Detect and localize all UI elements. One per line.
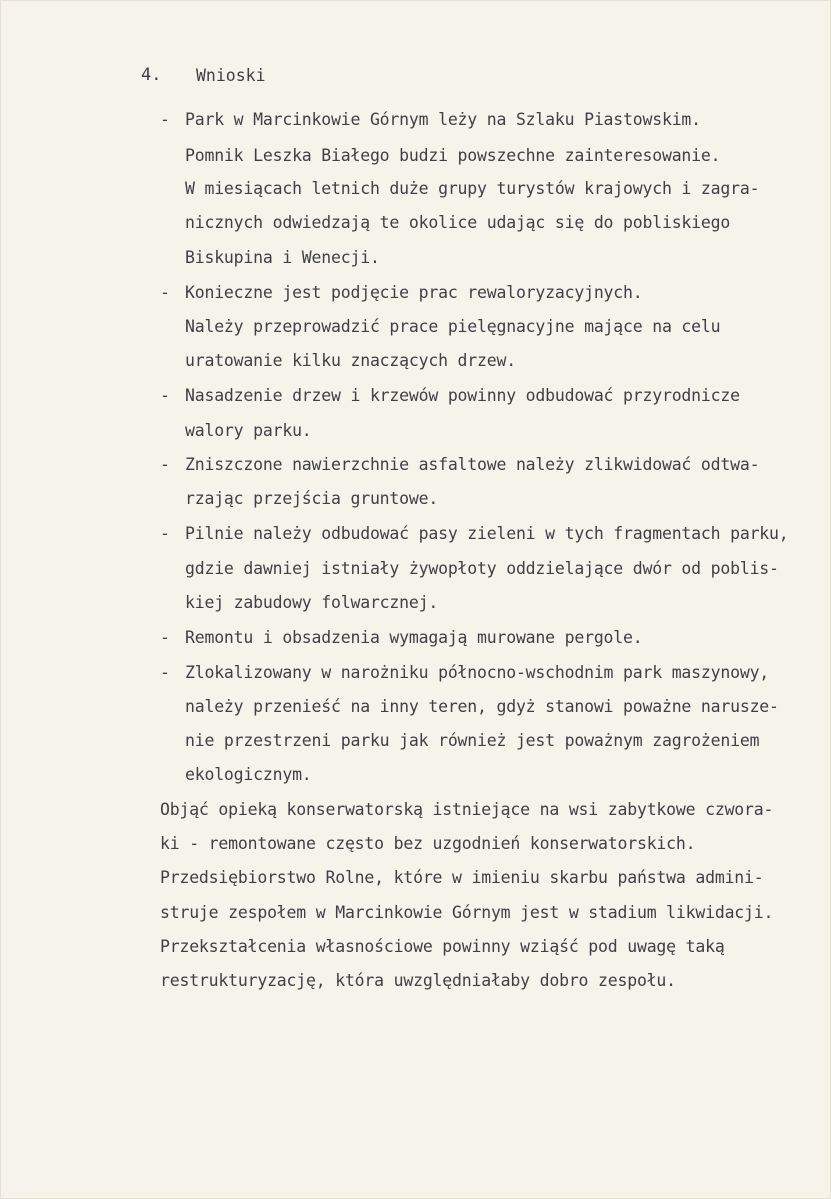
text-line: W miesiącach letnich duże grupy turystów krajowych i zagra-	[185, 179, 760, 198]
text-line: rzając przejścia gruntowe.	[185, 489, 439, 508]
text-line: nie przestrzeni parku jak również jest poważnym zagrożeniem	[185, 731, 760, 750]
text-line: struje zespołem w Marcinkowie Górnym jest w stadium likwidacji.	[160, 903, 774, 922]
text-line: Pilnie należy odbudować pasy zieleni w tych fragmentach parku,	[185, 524, 789, 543]
text-line: Zlokalizowany w narożniku północno-wschodnim park maszynowy,	[185, 663, 770, 682]
text-line: walory parku.	[185, 421, 312, 440]
bullet-dash: -	[160, 110, 170, 129]
text-line: ekologicznym.	[185, 765, 312, 784]
text-line: kiej zabudowy folwarcznej.	[185, 593, 439, 612]
text-line: nicznych odwiedzają te okolice udając się do pobliskiego	[185, 213, 731, 232]
text-line: Biskupina i Wenecji.	[185, 248, 380, 267]
text-line: Konieczne jest podjęcie prac rewaloryzacyjnych.	[185, 283, 643, 302]
bullet-dash: -	[160, 663, 170, 682]
text-line: restrukturyzację, która uwzględniałaby dobro zespołu.	[160, 971, 676, 990]
bullet-dash: -	[160, 455, 170, 474]
text-line: Należy przeprowadzić prace pielęgnacyjne mające na celu	[185, 317, 721, 336]
bullet-dash: -	[160, 386, 170, 405]
text-line: gdzie dawniej istniały żywopłoty oddzielające dwór od poblis-	[185, 559, 779, 578]
text-line: Objąć opieką konserwatorską istniejące na wsi zabytkowe czwora-	[160, 800, 774, 819]
text-line: Remontu i obsadzenia wymagają murowane pergole.	[185, 628, 643, 647]
text-line: uratowanie kilku znaczących drzew.	[185, 351, 516, 370]
bullet-dash: -	[160, 628, 170, 647]
bullet-dash: -	[160, 283, 170, 302]
text-line: Przekształcenia własnościowe powinny wziąść pod uwagę taką	[160, 937, 725, 956]
bullet-dash: -	[160, 524, 170, 543]
text-line: Przedsiębiorstwo Rolne, które w imieniu skarbu państwa admini-	[160, 868, 764, 887]
text-line: Zniszczone nawierzchnie asfaltowe należy zlikwidować odtwa-	[185, 455, 760, 474]
text-line: należy przenieść na inny teren, gdyż stanowi poważne narusze-	[185, 697, 779, 716]
section-number: 4.	[141, 65, 162, 85]
text-line: Park w Marcinkowie Górnym leży na Szlaku Piastowskim.	[185, 110, 701, 129]
text-line: ki - remontowane często bez uzgodnień konserwatorskich.	[160, 834, 696, 853]
section-title: Wnioski	[196, 66, 266, 85]
text-line: Pomnik Leszka Białego budzi powszechne zainteresowanie.	[185, 146, 721, 165]
text-line: Nasadzenie drzew i krzewów powinny odbudować przyrodnicze	[185, 386, 740, 405]
